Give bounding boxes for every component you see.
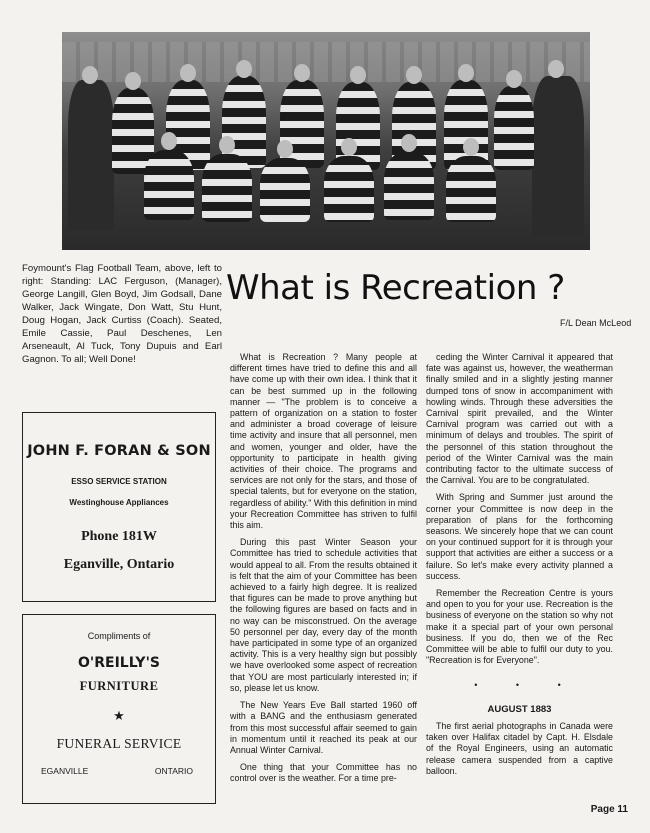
photo-figure — [401, 134, 417, 152]
article-paragraph: The New Years Eve Ball started 1960 off with a BANG and the enthusiasm generated from this most successful affair seemed to gain in momentum until it reached its peak at our Annual Winter Carnival. — [230, 700, 417, 755]
article-paragraph: Remember the Recreation Centre is yours and open to you for your use. Recreation is the business of everyone on the station so why not make it a special part of your own personal business. If you do, then we of the Rec Committee will be able to fulfil our duty to you. "Recreation is for Everyone". — [426, 588, 613, 666]
photo-figure — [506, 70, 522, 88]
ad-oreilly-province: ONTARIO — [154, 766, 193, 776]
section-separator: • • • — [474, 680, 579, 691]
ad-oreilly-location — [41, 766, 193, 776]
page-number: Page 11 — [590, 804, 628, 815]
photo-figure — [406, 66, 422, 84]
article-paragraph: One thing that your Committee has no control over is the weather. For a time pre- — [230, 762, 417, 784]
photo-figure — [236, 60, 252, 78]
article-paragraph: What is Recreation ? Many people at different times have tried to define this and all have come up with their own idea. I think that it can be best summed up in the following manner — "The problem is to conceive a pattern of organization on a station to foster and administer a broad coverage of leisure time activity and insure that all personnel, men and women, younger and older, have the opportunity to participate in health giving activities of their choice. The programs and services are not only for the stars, and those of special talents, but for everyone on the station, regardless of ability." With this definition in mind your Recreation Committee has striven to fulfil this aim. — [230, 352, 417, 531]
photo-figure — [144, 150, 194, 220]
article-author: F/L Dean McLeod — [560, 318, 632, 328]
photo-figure — [277, 140, 293, 158]
article-paragraph: ceding the Winter Carnival it appeared that fate was against us, however, the weatherman finally smiled and in a slightly jesting manner dumped tons of snow in accompaniment with howling winds. Through these adversities the Carnival spirit prevailed, and the Winter Carnival program was carried out with a minimum of delays and troubles. The spirit of the personnel of this station throughout the period of the Winter Carnival was the main contributing factor to the ultimate success of the Carnival. You are to be congratulated. — [426, 352, 613, 486]
ad-foran-phone: Phone 181W — [81, 529, 157, 544]
photo-figure — [219, 136, 235, 154]
photo-figure — [68, 80, 114, 230]
photo-figure — [161, 132, 177, 150]
photo-figure — [180, 64, 196, 82]
sidebar-heading: AUGUST 1883 — [487, 703, 552, 715]
ad-foran-line2: Westinghouse Appliances — [69, 498, 169, 507]
ad-oreilly-town: EGANVILLE — [41, 766, 89, 776]
ad-foran-name: JOHN F. FORAN & SON — [27, 443, 211, 459]
ad-oreilly — [22, 614, 216, 804]
photo-figure — [350, 66, 366, 84]
article-column-2 — [426, 352, 613, 783]
photo-figure — [202, 154, 252, 222]
ad-foran-line1: ESSO SERVICE STATION — [71, 477, 167, 486]
article-column-1 — [230, 352, 417, 791]
photo-figure — [384, 152, 434, 220]
photo-figure — [494, 86, 534, 170]
team-photo — [62, 32, 590, 250]
ad-foran — [22, 412, 216, 602]
ad-oreilly-name: O'REILLY'S — [78, 655, 160, 671]
photo-figure — [324, 156, 374, 222]
photo-figure — [446, 156, 496, 222]
ad-oreilly-furniture: FURNITURE — [79, 679, 159, 693]
ad-oreilly-compliments: Compliments of — [87, 631, 151, 641]
article-paragraph: With Spring and Summer just around the corner your Committee is now deep in the preparation of plans for the forthcoming seasons. We sincerely hope that we can count on your continued support for it is through your support that activities are either a success or a failure. So let's make every activity planned a success. — [426, 492, 613, 581]
photo-figure — [341, 138, 357, 156]
ad-oreilly-funeral: FUNERAL SERVICE — [56, 736, 182, 751]
photo-figure — [260, 158, 310, 222]
article-paragraph: During this past Winter Season your Committee has tried to schedule activities that would appeal to all. From the results obtained it is felt that the aim of your Committee has been achieved to a fairly high degree. It is realized that figures can be made to prove anything but the following figures are based on facts and in no way can be misconstrued. On the average 50 personnel per day, every day of the month have participated in some type of an organized activity. This is a very healthy sign but possibly we have overlooked some aspect of recreation that YOU are most particularly interested in; if so, please let us know. — [230, 537, 417, 693]
sidebar-text: The first aerial photographs in Canada were taken over Halifax citadel by Capt. H. Elsdale of the Royal Engineers, using an automatic release camera suspended from a captive balloon. — [426, 720, 613, 776]
photo-figure — [82, 66, 98, 84]
star-icon: ★ — [113, 708, 125, 723]
photo-figure — [463, 138, 479, 156]
photo-caption: Foymount's Flag Football Team, above, left to right: Standing: LAC Ferguson, (Manager), George Langill, Glen Boyd, Jim Godsall, Dane Walker, Jack Wingate, Don Watt, Stu Hunt, Doug Hogan, Jack Curtiss (Coach). Seated, Emile Cassie, Paul Deschenes, Len Arseneault, Al Tuck, Tony Dupuis and Earl Gagnon. To all; Well Done! — [22, 263, 222, 365]
ad-foran-town: Eganville, Ontario — [63, 557, 175, 572]
photo-figure — [548, 60, 564, 78]
article-title: What is Recreation ? — [226, 268, 565, 308]
photo-figure — [125, 72, 141, 90]
photo-figure — [458, 64, 474, 82]
photo-figure — [294, 64, 310, 82]
photo-figure — [532, 76, 584, 236]
